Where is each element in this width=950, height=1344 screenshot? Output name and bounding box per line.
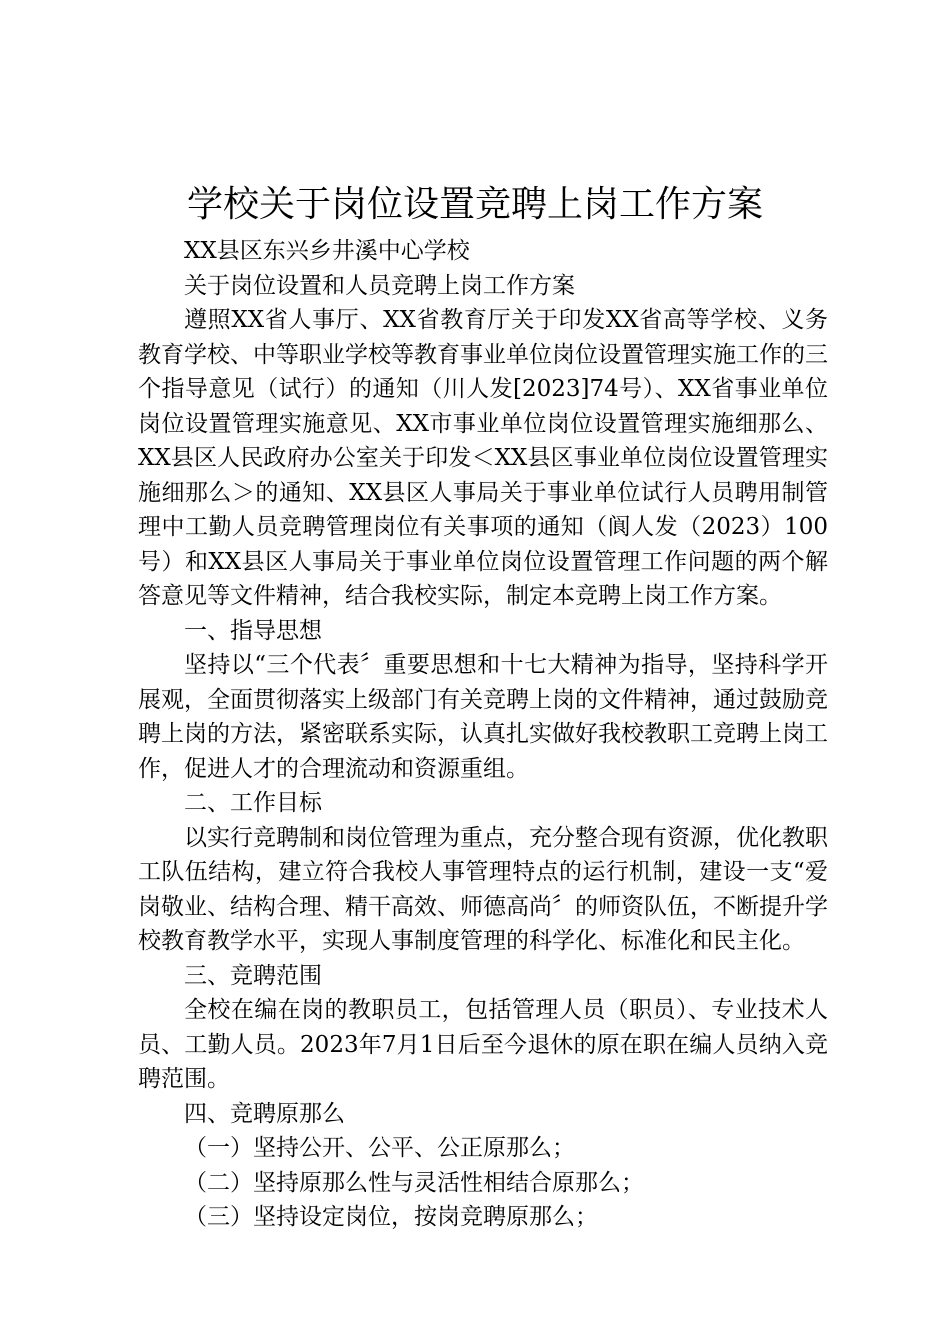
section-heading-guiding-ideology: 一、指导思想 (184, 617, 322, 644)
principle-item: （一）坚持公开、公平、公正原那么； (184, 1135, 575, 1161)
section-heading-work-goals: 二、工作目标 (184, 790, 322, 816)
document-title: 学校关于岗位设置竞聘上岗工作方案 (186, 184, 763, 225)
intro-paragraph: 遵照XX省人事厅、XX省教育厅关于印发XX省高等学校、义务教育学校、中等职业学校等教育事业单位岗位设置管理实施工作的三个指导意见（试行）的通知（川人发[2023]74号）、XX省事业单位岗位设置管理实施意见、XX市事业单位岗位设置管理实施细那么、XX县区人民政府办公室关于印发＜XX县区事业单位岗位设置管理实施细那么＞的通知、XX县区人事局关于事业单位试行人员聘用制管理中工勤人员竞聘管理岗位有关事项的通知（阆人发（2023）100号）和XX县区人事局关于事业单位岗位设置管理工作问题的两个解答意见等文件精神，结合我校实际，制定本竞聘上岗工作方案。 (138, 307, 828, 609)
principle-item: （三）坚持设定岗位，按岗竞聘原那么； (184, 1204, 598, 1230)
scope-paragraph: 全校在编在岗的教职员工，包括管理人员（职员）、专业技术人员、工勤人员。2023年7月1日后至今退休的原在职在编人员纳入竞聘范围。 (138, 997, 828, 1092)
work-goals-paragraph: 以实行竞聘制和岗位管理为重点，充分整合现有资源，优化教职工队伍结构，建立符合我校人事管理特点的运行机制，建设一支“爱岗敬业、结构合理、精干高效、师德高尚〞的师资队伍，不断提升学校教育教学水平，实现人事制度管理的科学化、标准化和民主化。 (138, 824, 828, 954)
section-heading-principles: 四、竞聘原那么 (184, 1100, 345, 1127)
section-heading-scope: 三、竞聘范围 (184, 962, 322, 989)
principle-item: （二）坚持原那么性与灵活性相结合原那么； (184, 1169, 644, 1196)
document-body (138, 234, 828, 1235)
guiding-ideology-paragraph: 坚持以“三个代表〞重要思想和十七大精神为指导，坚持科学开展观，全面贯彻落实上级部门有关竞聘上岗的文件精神，通过鼓励竞聘上岗的方法，紧密联系实际，认真扎实做好我校教职工竞聘上岗工作，促进人才的合理流动和资源重组。 (138, 652, 828, 782)
plan-subtitle-line: 关于岗位设置和人员竞聘上岗工作方案 (184, 272, 575, 299)
school-name-line: XX县区东兴乡井溪中心学校 (184, 238, 470, 264)
